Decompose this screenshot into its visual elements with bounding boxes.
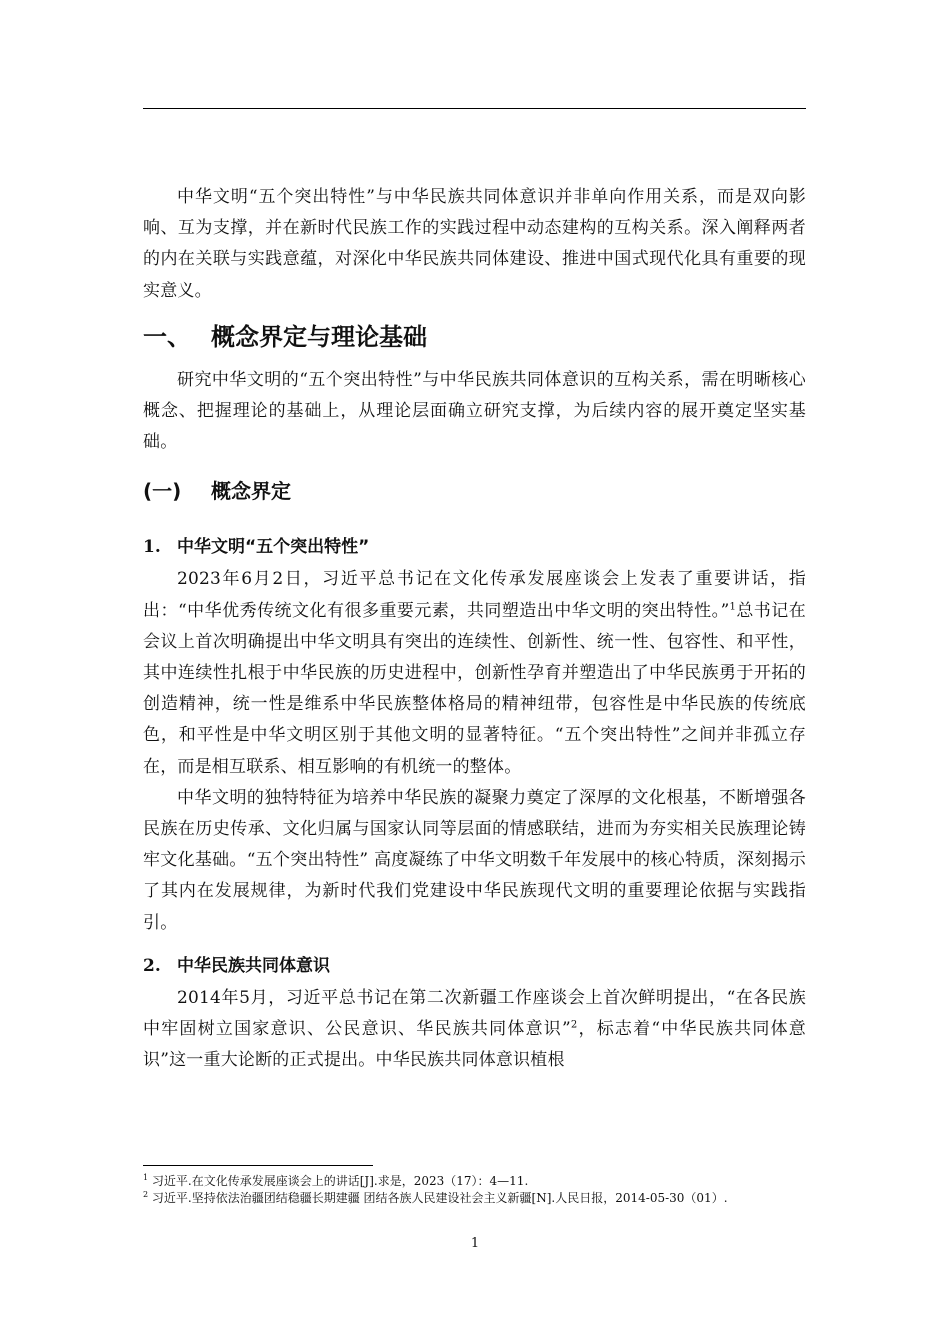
paragraph-text: 2014年5月，习近平总书记在第二次新疆工作座谈会上首次鲜明提出，“在各民族中牢固树立国家意识、公民意识、华民族共同体意识” [143,987,806,1040]
section-title: 概念界定与理论基础 [211,322,427,351]
paragraph-five-traits [143,564,806,782]
footnotes [143,1173,806,1207]
footnote-ref-1[interactable]: 1 [729,600,737,612]
page-number: 1 [470,1236,480,1251]
paragraph-cultural-foundation: 中华文明的独特特征为培养中华民族的凝聚力奠定了深厚的文化根基，不断增强各民族在历史传承、文化归属与国家认同等层面的情感联结，进而为夯实相关民族理论铸牢文化基础。“五个突出特性” 高度凝练了中华文明数千年发展中的核心特质，深刻揭示了其内在发展规律，为新时代我们党建设中华民族现代文明的重要理论依据与实践指引。 [143,787,806,933]
section-heading-1 [143,317,806,357]
paragraph-community-awareness [143,983,806,1077]
footnote-1 [143,1173,806,1190]
footnote-ref-2[interactable]: 2 [570,1019,578,1031]
item-title: 中华民族共同体意识 [177,955,330,976]
main-content [143,182,806,1076]
footnote-separator [143,1165,373,1166]
item-heading-2 [143,949,806,983]
footnote-mark: 1 [143,1173,149,1182]
item-number: 1. [143,537,161,558]
footnote-text: 习近平.坚持依法治疆团结稳疆长期建疆 团结各族人民建设社会主义新疆[N].人民日报，2014-05-30（01）. [151,1191,728,1205]
item-heading-1 [143,530,806,564]
intro-paragraph: 中华文明“五个突出特性”与中华民族共同体意识并非单向作用关系，而是双向影响、互为支撑，并在新时代民族工作的实践过程中动态建构的互构关系。深入阐释两者的内在关联与实践意蕴，对深化中华民族共同体建设、推进中国式现代化具有重要的现实意义。 [143,187,806,301]
footnote-text: 习近平.在文化传承发展座谈会上的讲话[J].求是，2023（17）：4—11. [151,1174,529,1188]
item-title: 中华文明“五个突出特性” [177,537,370,558]
subsection-heading [143,472,806,510]
footnote-2 [143,1190,806,1207]
paragraph-text: 总书记在会议上首次明确提出中华文明具有突出的连续性、创新性、统一性、包容性、和平性，其中连续性扎根于中华民族的历史进程中，创新性孕育并塑造出了中华民族勇于开拓的创造精神，统一性是维系中华民族整体格局的精神纽带，包容性是中华民族的传统底色，和平性是中华文明区别于其他文明的显著特征。“五个突出特性”之间并非孤立存在，而是相互联系、相互影响的有机统一的整体。 [143,600,806,777]
subsection-number: (一) [143,479,182,504]
subsection-title: 概念界定 [211,479,291,504]
item-number: 2. [143,955,161,976]
paragraph-text: ，标志着“中华民族共同体意识”这一重大论断的正式提出。中华民族共同体意识植根 [143,1019,806,1071]
paragraph-text: 2023年6月2日，习近平总书记在文化传承发展座谈会上发表了重要讲话，指出：“中华优秀传统文化有很多重要元素，共同塑造出中华文明的突出特性。” [143,569,806,621]
footnote-mark: 2 [143,1190,149,1199]
header-rule [143,108,806,109]
section-intro-paragraph: 研究中华文明的“五个突出特性”与中华民族共同体意识的互构关系，需在明晰核心概念、把握理论的基础上，从理论层面确立研究支撑，为后续内容的展开奠定坚实基础。 [143,369,806,453]
section-number: 一、 [143,322,191,351]
